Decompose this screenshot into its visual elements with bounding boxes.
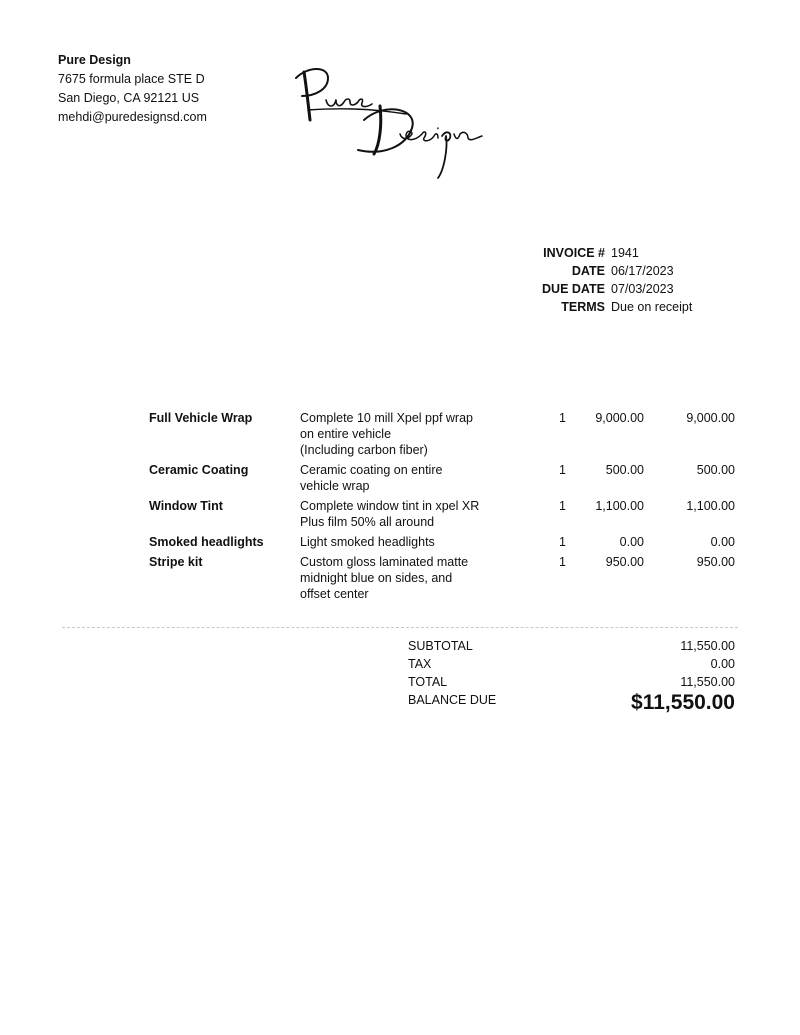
item-description	[300, 462, 510, 494]
line-item	[0, 554, 800, 606]
meta-label: TERMS	[561, 300, 605, 314]
item-description-line: Complete window tint in xpel XR	[300, 499, 480, 513]
item-name: Ceramic Coating	[149, 463, 249, 477]
item-description-line: Complete 10 mill Xpel ppf wrap	[300, 411, 473, 425]
line-item	[0, 410, 800, 462]
item-qty: 1	[559, 463, 566, 477]
meta-label: DUE DATE	[542, 282, 605, 296]
meta-label: DATE	[571, 264, 605, 278]
item-qty: 1	[559, 499, 566, 513]
item-description-line: midnight blue on sides, and	[300, 571, 453, 585]
item-amount: 0.00	[710, 535, 735, 549]
company-name: Pure Design	[58, 53, 131, 67]
item-rate: 0.00	[619, 535, 644, 549]
meta-value: 1941	[611, 246, 639, 260]
item-description	[300, 410, 510, 458]
due-date-row	[480, 280, 771, 298]
item-rate: 1,100.00	[595, 499, 644, 513]
total-label: TOTAL	[408, 675, 448, 689]
line-items	[0, 410, 800, 606]
item-amount: 1,100.00	[686, 499, 735, 513]
tax-value: 0.00	[710, 657, 735, 671]
item-description-line: Light smoked headlights	[300, 535, 435, 549]
item-name: Stripe kit	[149, 555, 203, 569]
item-description-line: offset center	[300, 587, 369, 601]
item-amount: 9,000.00	[686, 411, 735, 425]
item-name: Full Vehicle Wrap	[149, 411, 253, 425]
item-qty: 1	[559, 535, 566, 549]
totals-divider	[62, 627, 738, 628]
meta-value: 07/03/2023	[611, 282, 674, 296]
invoice-meta	[480, 244, 771, 316]
company-email: mehdi@puredesignsd.com	[58, 110, 207, 124]
item-amount: 500.00	[696, 463, 735, 477]
company-address-line1: 7675 formula place STE D	[58, 72, 205, 86]
totals-section	[408, 637, 735, 716]
item-rate: 9,000.00	[595, 411, 644, 425]
line-item	[0, 498, 800, 534]
invoice-date-row	[480, 262, 771, 280]
item-description	[300, 554, 510, 602]
item-rate: 950.00	[605, 555, 644, 569]
item-description-line: Ceramic coating on entire	[300, 463, 443, 477]
item-amount: 950.00	[696, 555, 735, 569]
company-address-line2: San Diego, CA 92121 US	[58, 91, 200, 105]
item-description-line: Custom gloss laminated matte	[300, 555, 469, 569]
item-description	[300, 498, 510, 530]
balance-due-label: BALANCE DUE	[408, 693, 497, 707]
meta-label: INVOICE #	[543, 246, 605, 260]
total-row	[408, 673, 735, 691]
item-description	[300, 534, 510, 550]
tax-row	[408, 655, 735, 673]
terms-row	[480, 298, 771, 316]
meta-value: 06/17/2023	[611, 264, 674, 278]
company-info	[58, 51, 207, 127]
balance-due-row	[408, 691, 735, 716]
item-rate: 500.00	[605, 463, 644, 477]
tax-label: TAX	[408, 657, 432, 671]
subtotal-row	[408, 637, 735, 655]
subtotal-label: SUBTOTAL	[408, 639, 473, 653]
item-name: Window Tint	[149, 499, 223, 513]
item-description-line: vehicle wrap	[300, 479, 370, 493]
total-value: 11,550.00	[680, 675, 735, 689]
item-description-line: on entire vehicle	[300, 427, 392, 441]
item-description-line: (Including carbon fiber)	[300, 443, 428, 457]
item-name: Smoked headlights	[149, 535, 264, 549]
line-item	[0, 462, 800, 498]
balance-due-value: $11,550.00	[631, 691, 735, 714]
invoice-number-row	[480, 244, 771, 262]
line-item	[0, 534, 800, 554]
item-qty: 1	[559, 411, 566, 425]
subtotal-value: 11,550.00	[680, 639, 735, 653]
pure-design-signature-logo	[288, 62, 503, 187]
meta-value: Due on receipt	[611, 300, 693, 314]
item-qty: 1	[559, 555, 566, 569]
item-description-line: Plus film 50% all around	[300, 515, 435, 529]
